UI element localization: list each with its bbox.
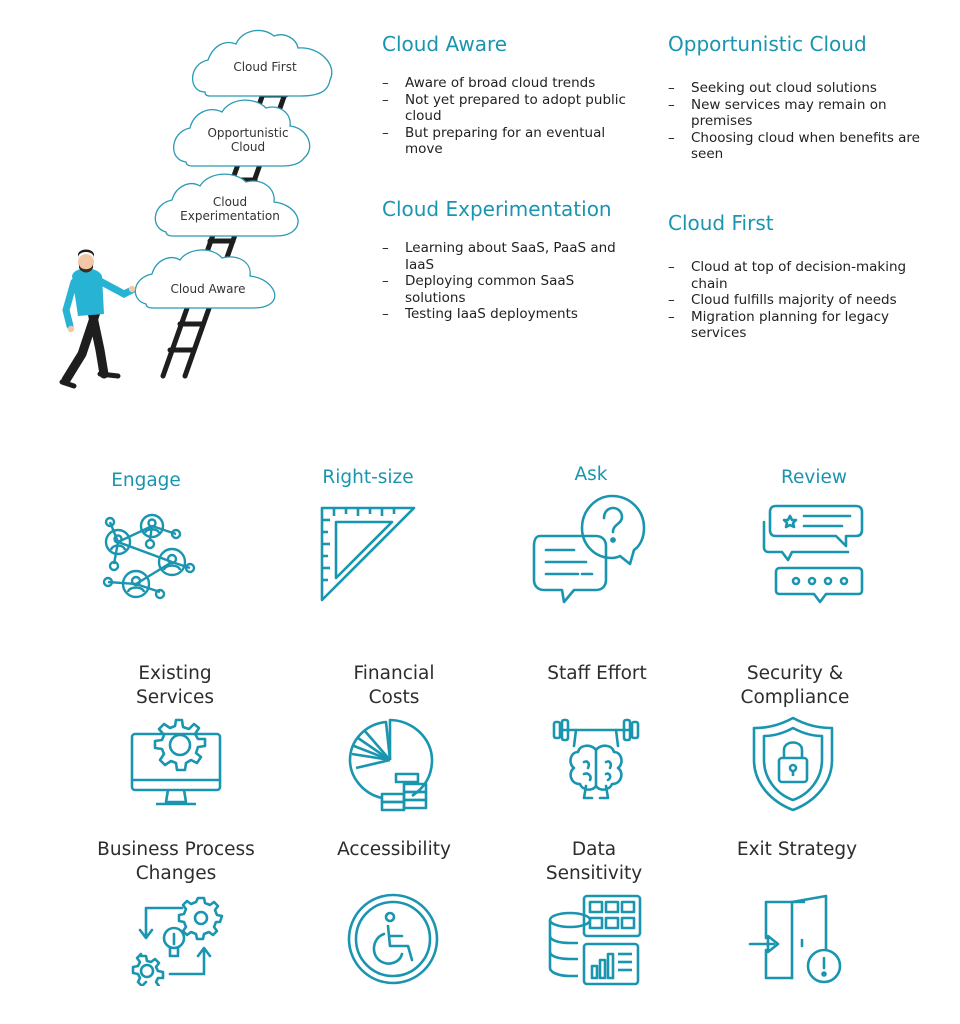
monitor-gear-icon [128,716,224,812]
stage-title-experimentation: Cloud Experimentation [382,197,612,221]
wheelchair-icon [346,892,440,986]
shield-lock-icon [748,714,838,814]
list-item: – New services may remain on premises [668,97,923,130]
list-item: – Not yet prepared to adopt public cloud [382,92,632,125]
question-bubbles-icon [532,492,652,608]
list-item: – Aware of broad cloud trends [382,75,632,92]
cloud-label-experimentation: Cloud Experimentation [180,195,280,223]
factor-title-security-compliance: Security & Compliance [740,663,850,708]
stage-title-cloud-aware: Cloud Aware [382,32,508,56]
list-item: – Seeking out cloud solutions [668,80,923,97]
list-item: – But preparing for an eventual move [382,125,632,158]
stage-list-experimentation [382,240,637,323]
step-title-review: Review [780,467,847,488]
pie-coins-icon [346,716,442,812]
list-item: – Cloud fulfills majority of needs [668,292,918,309]
factor-title-exit-strategy: Exit Strategy [736,839,858,860]
aware-cloud-icon [135,250,274,308]
list-item: – Testing IaaS deployments [382,306,637,323]
factor-title-existing-services: Existing Services [135,663,214,708]
cloud-label-aware: Cloud Aware [170,282,246,296]
cloud-label-cloud-first: Cloud First [233,60,297,74]
factor-title-business-process-changes: Business Process Changes [97,839,255,884]
list-item: – Choosing cloud when benefits are seen [668,130,923,163]
brain-barbell-icon [548,716,644,812]
list-item: – Learning about SaaS, PaaS and IaaS [382,240,637,273]
person-pointing-icon [62,250,135,387]
stage-list-cloud-first [668,259,918,342]
factor-title-staff-effort: Staff Effort [547,663,647,684]
stage-title-cloud-first: Cloud First [668,211,774,235]
step-title-right-size: Right-size [322,467,414,488]
list-item: – Migration planning for legacy services [668,309,918,342]
factor-title-financial-costs: Financial Costs [353,663,435,708]
factor-title-data-sensitivity: Data Sensitivity [545,839,643,884]
list-item: – Cloud at top of decision-making chain [668,259,918,292]
list-item: – Deploying common SaaS solutions [382,273,637,306]
step-title-engage: Engage [111,470,181,491]
stage-title-opportunistic: Opportunistic Cloud [668,32,867,56]
review-bubbles-icon [762,502,866,606]
factor-title-accessibility: Accessibility [337,839,451,860]
network-people-icon [96,506,196,606]
exit-door-icon [748,892,844,988]
process-gears-icon [128,894,224,986]
database-grid-icon [548,892,644,988]
set-square-icon [316,502,420,606]
cloud-label-opportunistic: Opportunistic Cloud [207,126,289,154]
step-title-ask: Ask [574,464,608,485]
stage-list-opportunistic [668,80,923,163]
stage-list-cloud-aware [382,75,632,158]
